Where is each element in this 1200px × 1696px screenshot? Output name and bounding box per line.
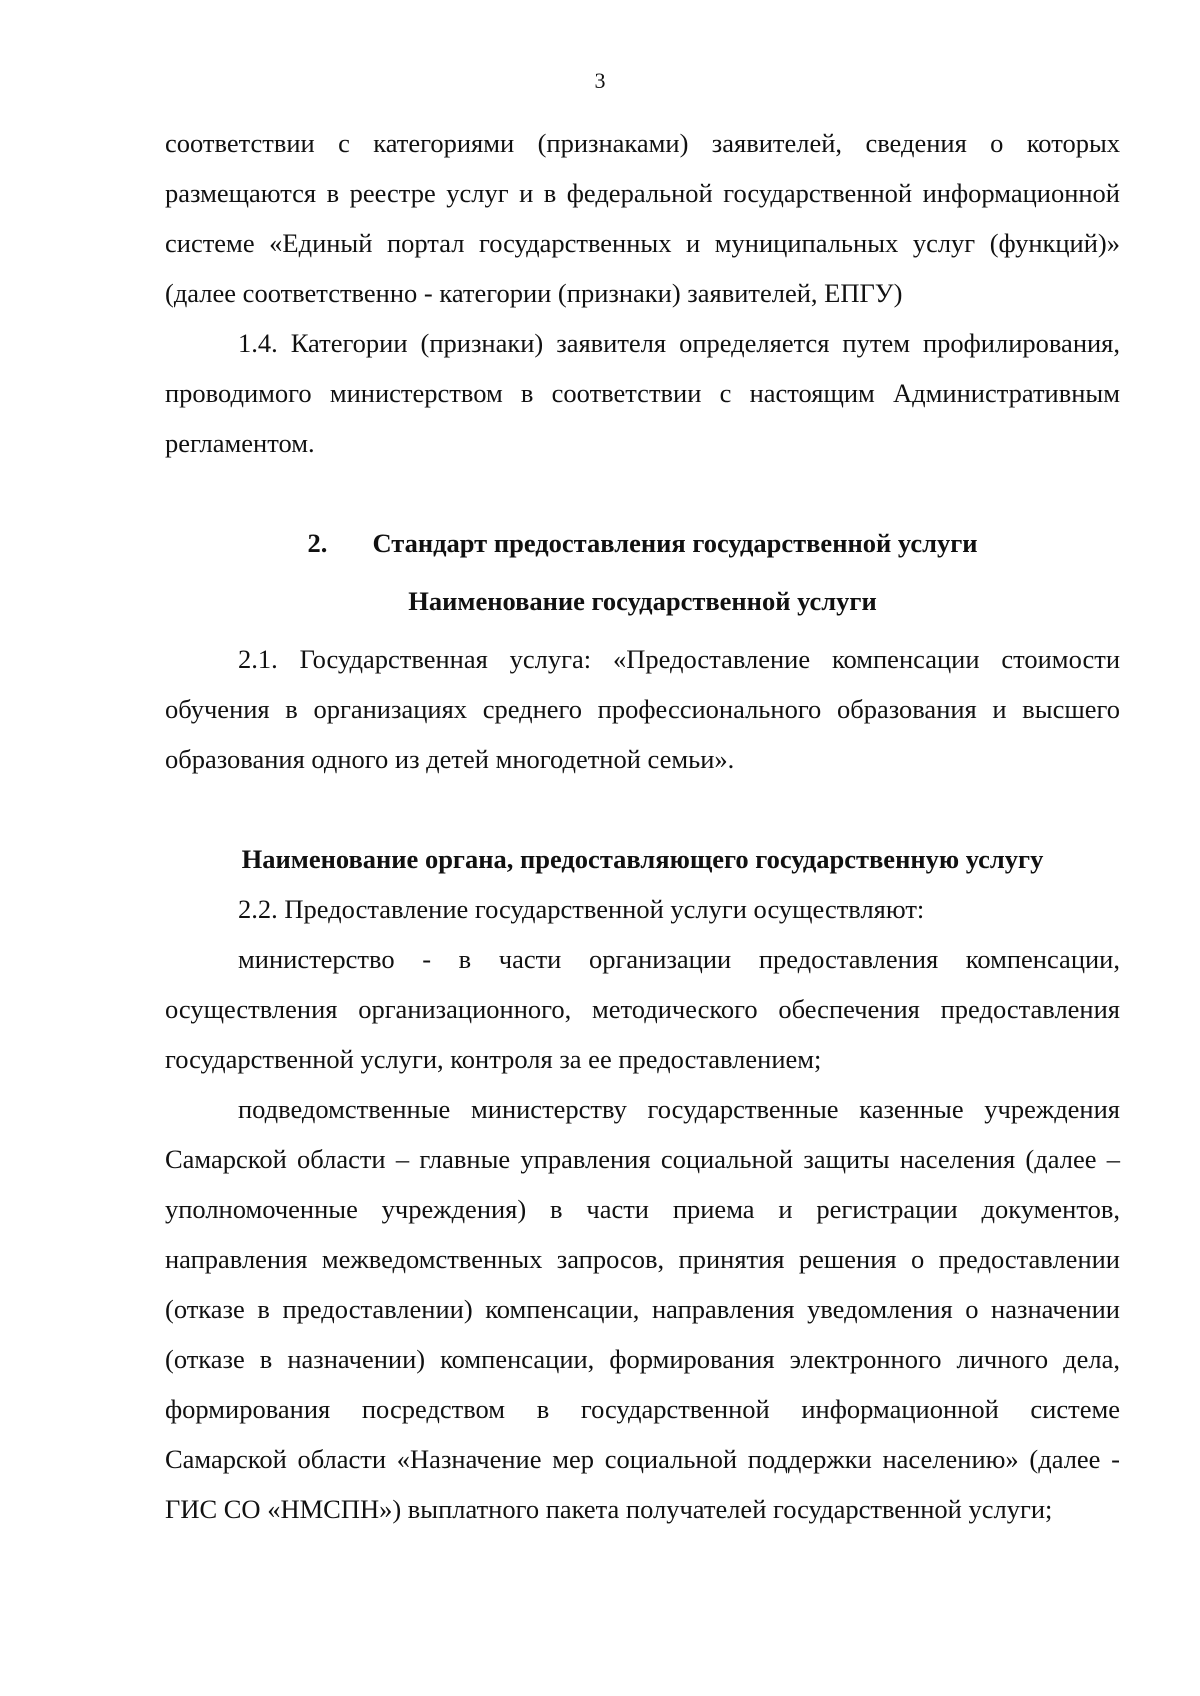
document-body	[165, 118, 1120, 1534]
paragraph-categories-continuation: соответствии с категориями (признаками) заявителей, сведения о которых размещаются в реестре услуг и в федеральной государственной информационной системе «Единый портал государственных и муниципальных услуг (функций)» (далее соответственно - категории (признаки) заявителей, ЕПГУ)	[165, 128, 1120, 308]
section-title: Стандарт предоставления государственной услуги	[372, 528, 978, 558]
subheading-authority-name: Наименование органа, предоставляющего государственную услугу	[241, 844, 1044, 874]
paragraph-subordinate-institutions: подведомственные министерству государственные казенные учреждения Самарской области – главные управления социальной защиты населения (далее – уполномоченные учреждения) в части приема и регистрации документов, направления межведомственных запросов, принятия решения о предоставлении (отказе в предоставлении) компенсации, направления уведомления о назначении (отказе в назначении) компенсации, формирования электронного личного дела, формирования посредством в государственной информационной системе Самарской области «Назначение мер социальной поддержки населению» (далее - ГИС СО «НМСПН») выплатного пакета получателей государственной услуги;	[165, 1094, 1120, 1524]
paragraph-ministry: министерство - в части организации предоставления компенсации, осуществления организационного, методического обеспечения предоставления государственной услуги, контроля за ее предоставлением;	[165, 944, 1120, 1074]
page-number: 3	[594, 68, 606, 93]
paragraph-2-1: 2.1. Государственная услуга: «Предоставление компенсации стоимости обучения в организациях среднего профессионального образования и высшего образования одного из детей многодетной семьи».	[165, 644, 1120, 774]
section-heading	[165, 518, 1120, 568]
section-number: 2.	[307, 528, 328, 558]
paragraph-2-2: 2.2. Предоставление государственной услуги осуществляют:	[238, 894, 925, 924]
paragraph-1-4: 1.4. Категории (признаки) заявителя определяется путем профилирования, проводимого министерством в соответствии с настоящим Административным регламентом.	[165, 328, 1120, 458]
subheading-service-name: Наименование государственной услуги	[408, 586, 877, 616]
